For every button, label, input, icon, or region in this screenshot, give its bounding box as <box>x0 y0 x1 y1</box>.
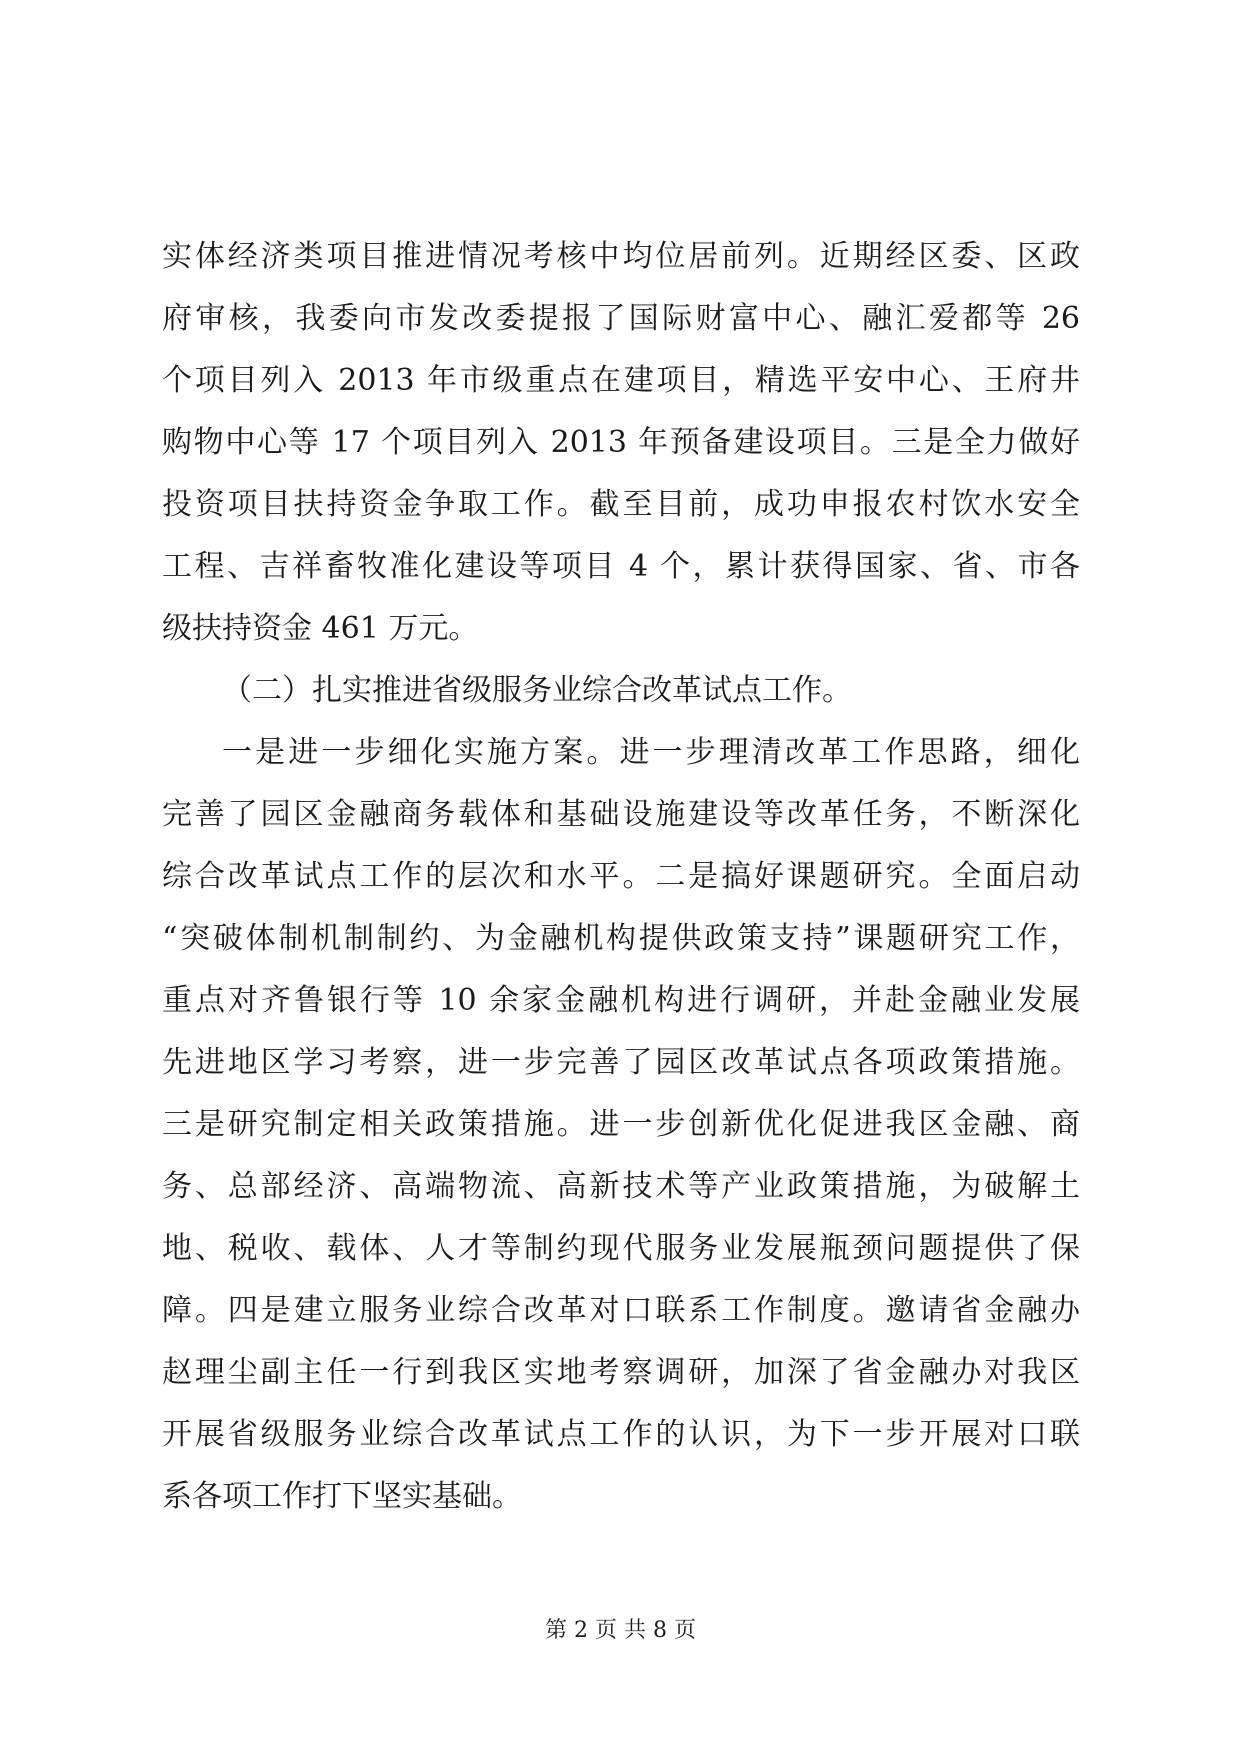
text-line: 地、税收、载体、人才等制约现代服务业发展瓶颈问题提供了保 <box>162 1231 1080 1266</box>
text-line: 购物中心等 17 个项目列入 2013 年预备建设项目。三是全力做好 <box>162 425 1080 460</box>
text-line: 务、总部经济、高端物流、高新技术等产业政策措施，为破解土 <box>162 1169 1080 1204</box>
text-line: 完善了园区金融商务载体和基础设施建设等改革任务，不断深化 <box>162 797 1080 832</box>
text-line: 系各项工作打下坚实基础。 <box>162 1479 522 1514</box>
text-line: 一是进一步细化实施方案。进一步理清改革工作思路，细化 <box>222 735 1080 770</box>
text-line: 三是研究制定相关政策措施。进一步创新优化促进我区金融、商 <box>162 1107 1080 1142</box>
text-line: 实体经济类项目推进情况考核中均位居前列。近期经区委、区政 <box>162 239 1080 274</box>
text-line: 综合改革试点工作的层次和水平。二是搞好课题研究。全面启动 <box>162 859 1080 894</box>
text-line: 工程、吉祥畜牧准化建设等项目 4 个，累计获得国家、省、市各 <box>162 549 1080 584</box>
text-line: 先进地区学习考察，进一步完善了园区改革试点各项政策措施。 <box>162 1045 1080 1080</box>
text-line: 障。四是建立服务业综合改革对口联系工作制度。邀请省金融办 <box>162 1293 1080 1328</box>
text-line: 赵理尘副主任一行到我区实地考察调研，加深了省金融办对我区 <box>162 1355 1080 1390</box>
text-line: 府审核，我委向市发改委提报了国际财富中心、融汇爱都等 26 <box>162 301 1080 336</box>
text-line: “突破体制机制制约、为金融机构提供政策支持”课题研究工作， <box>162 921 1080 956</box>
text-line: 开展省级服务业综合改革试点工作的认识，为下一步开展对口联 <box>162 1417 1080 1452</box>
page-number: 第 2 页 共 8 页 <box>545 1618 696 1643</box>
text-line: 重点对齐鲁银行等 10 余家金融机构进行调研，并赴金融业发展 <box>162 983 1080 1018</box>
text-line: 个项目列入 2013 年市级重点在建项目，精选平安中心、王府井 <box>162 363 1080 398</box>
page-footer <box>0 1616 1241 1646</box>
text-line: 投资项目扶持资金争取工作。截至目前，成功申报农村饮水安全 <box>162 487 1080 522</box>
section-heading: （二）扎实推进省级服务业综合改革试点工作。 <box>222 673 852 708</box>
body-text <box>162 226 1080 1528</box>
text-line: 级扶持资金 461 万元。 <box>162 611 479 646</box>
